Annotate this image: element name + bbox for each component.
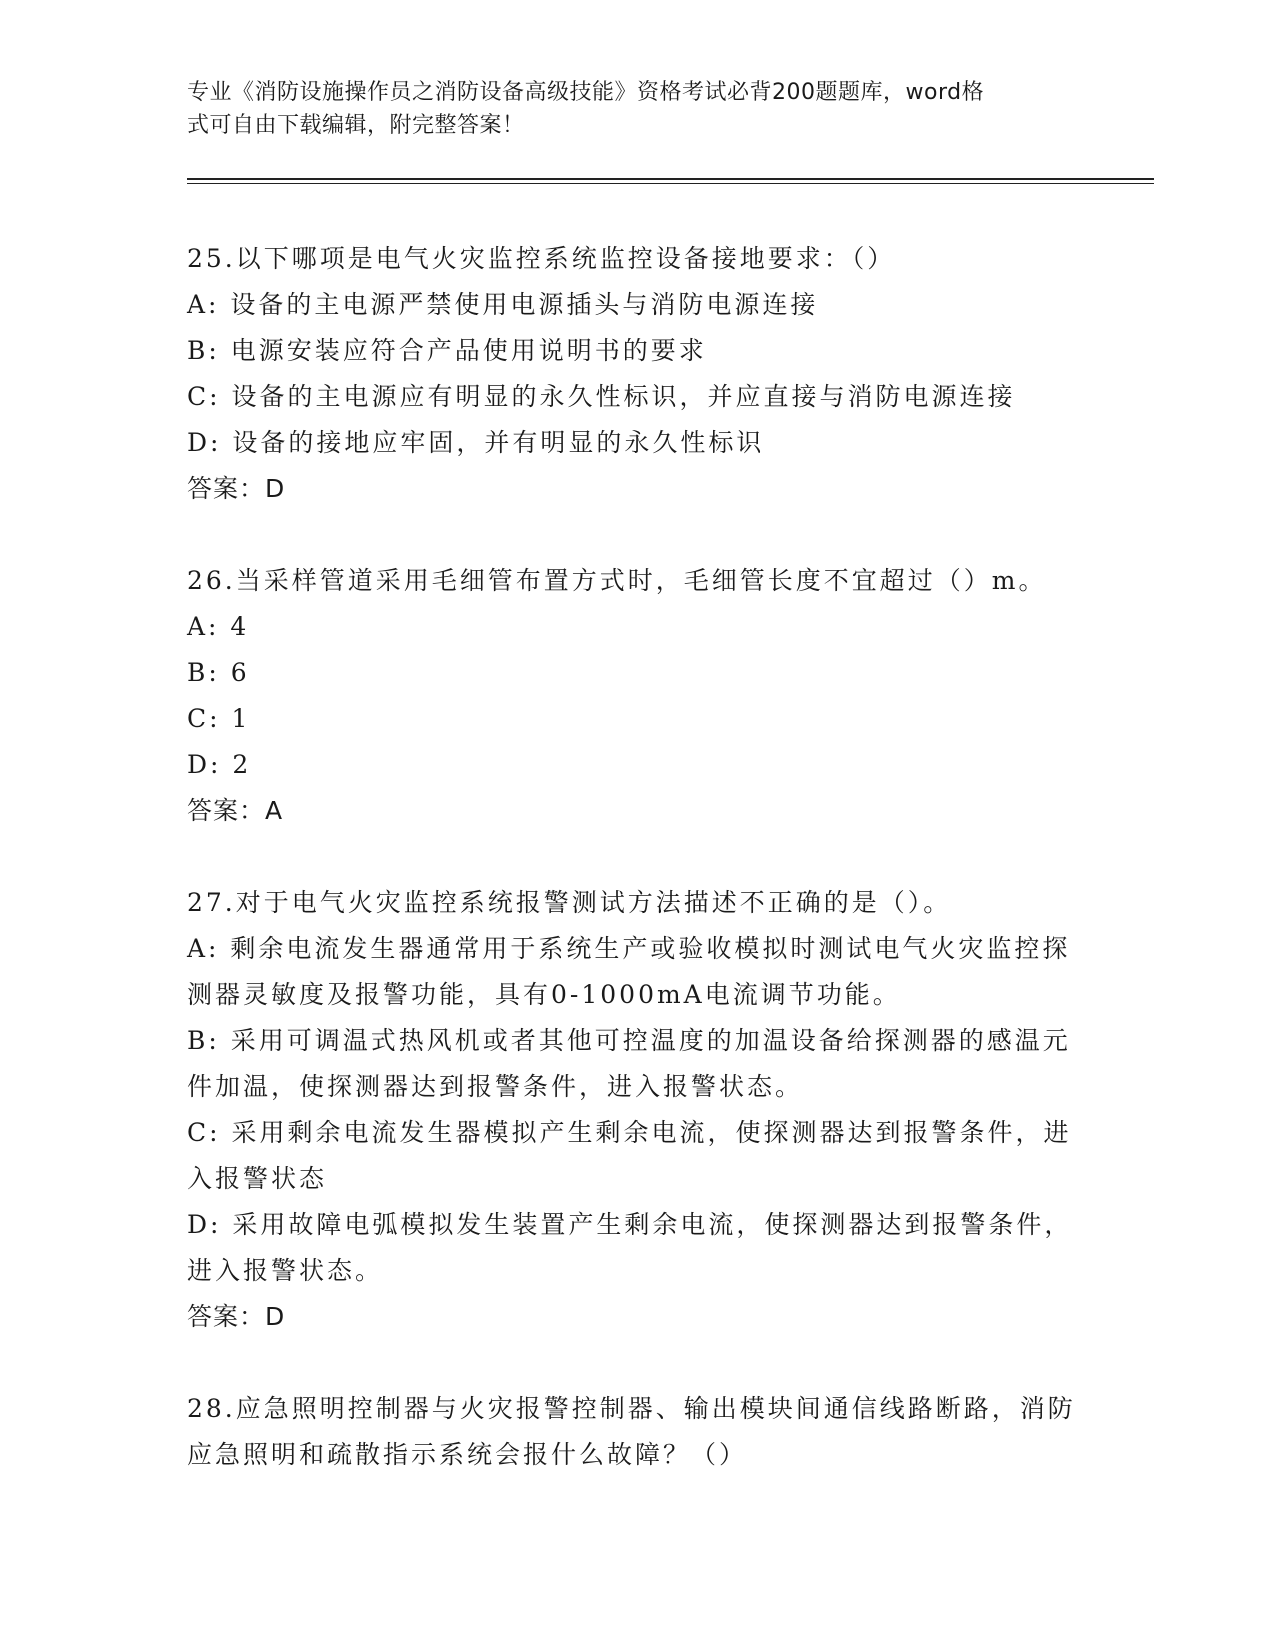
option-d: D: 2 (187, 750, 252, 779)
option-c: C: 采用剩余电流发生器模拟产生剩余电流，使探测器达到报警条件，进入报警状态 (187, 1118, 1072, 1193)
option-d: D: 采用故障电弧模拟发生装置产生剩余电流，使探测器达到报警条件，进入报警状态。 (187, 1210, 1073, 1285)
question-stem: 27.对于电气火灾监控系统报警测试方法描述不正确的是（）。 (187, 888, 952, 917)
question-item-26 (187, 558, 1087, 834)
header-line-1: 专业《消防设施操作员之消防设备高级技能》资格考试必背200题题库，word格 (187, 80, 985, 105)
answer-line: 答案：A (187, 796, 284, 825)
header-divider-thick (187, 178, 1154, 180)
question-stem: 28.应急照明控制器与火灾报警控制器、输出模块间通信线路断路，消防应急照明和疏散指示系统会报什么故障？（） (187, 1394, 1076, 1469)
question-item-27 (187, 880, 1087, 1340)
question-item-25 (187, 236, 1087, 512)
option-b: B: 6 (187, 658, 250, 687)
question-stem: 26.当采样管道采用毛细管布置方式时，毛细管长度不宜超过（）m。 (187, 566, 1047, 595)
option-b: B: 电源安装应符合产品使用说明书的要求 (187, 336, 707, 365)
header-divider-thin (187, 183, 1154, 184)
question-item-28 (187, 1386, 1087, 1478)
header-line-2: 式可自由下载编辑，附完整答案！ (187, 113, 525, 138)
question-list (187, 236, 1087, 1524)
option-a: A: 4 (187, 612, 250, 641)
answer-line: 答案：D (187, 1302, 286, 1331)
question-stem: 25.以下哪项是电气火灾监控系统监控设备接地要求：（） (187, 244, 896, 273)
option-a: A: 剩余电流发生器通常用于系统生产或验收模拟时测试电气火灾监控探测器灵敏度及报警功能，具有0-1000mA电流调节功能。 (187, 934, 1071, 1009)
option-a: A: 设备的主电源严禁使用电源插头与消防电源连接 (187, 290, 819, 319)
option-c: C: 1 (187, 704, 251, 733)
option-d: D: 设备的接地应牢固，并有明显的永久性标识 (187, 428, 765, 457)
answer-line: 答案：D (187, 474, 286, 503)
option-c: C: 设备的主电源应有明显的永久性标识，并应直接与消防电源连接 (187, 382, 1016, 411)
option-b: B: 采用可调温式热风机或者其他可控温度的加温设备给探测器的感温元件加温，使探测器达到报警条件，进入报警状态。 (187, 1026, 1071, 1101)
document-header (187, 76, 1087, 142)
